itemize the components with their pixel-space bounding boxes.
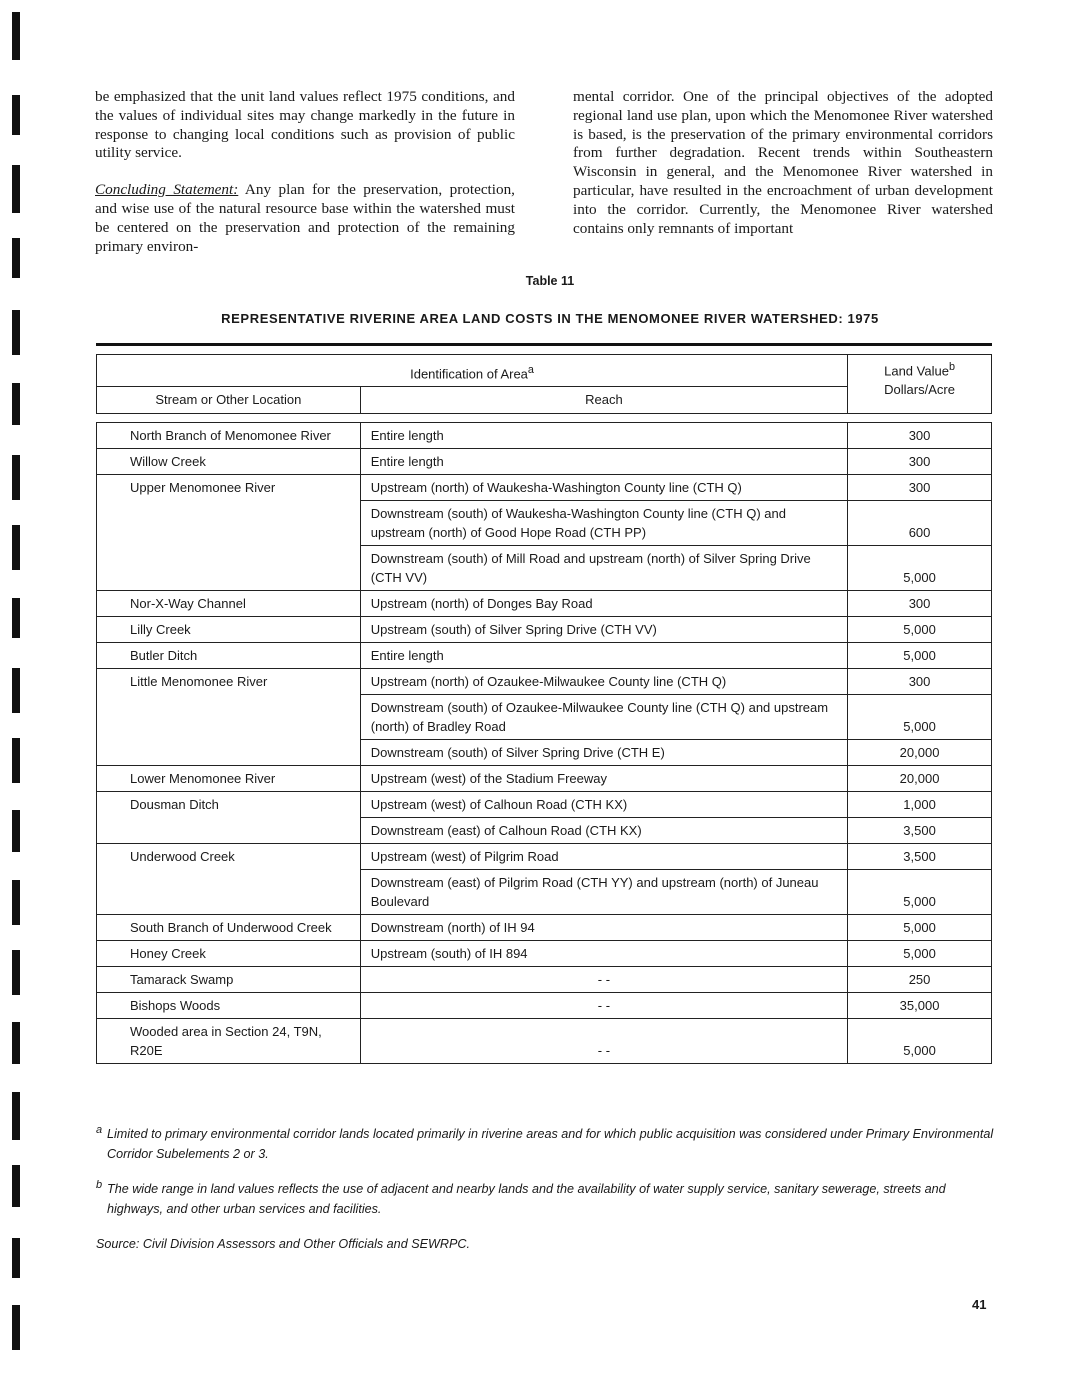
table-row [97,591,992,617]
reach-cell: Upstream (south) of Silver Spring Drive (CTH VV) [360,617,847,643]
table-label: Table 11 [525,274,575,288]
registration-mark [12,238,20,278]
land-value-cell: 1,000 [848,792,992,818]
registration-mark [12,1305,20,1350]
reach-cell: Downstream (east) of Calhoun Road (CTH KX) [360,818,847,844]
reach-header: Reach [360,387,847,414]
registration-mark [12,95,20,135]
registration-mark [12,525,20,570]
header-spacer [97,414,992,423]
land-value-cell: 5,000 [848,617,992,643]
reach-cell: Downstream (south) of Waukesha-Washington County line (CTH Q) and upstream (north) of Good Hope Road (CTH PP) [360,501,847,546]
land-value-header [848,355,992,414]
concluding-statement-paragraph [95,181,515,256]
location-cell: Lilly Creek [97,617,361,643]
scan-registration-marks [12,0,22,1380]
table-row [97,1019,992,1064]
table-row [97,766,992,792]
registration-mark [12,1238,20,1278]
body-paragraph: be emphasized that the unit land values reflect 1975 conditions, and the values of individual sites may change markedly in the future in response to changing local conditions such as provision of public utility service. [95,88,515,162]
footnote-ref-a: a [527,364,534,376]
land-value-cell: 20,000 [848,766,992,792]
land-value-cell: 300 [848,423,992,449]
table-row [97,941,992,967]
table-row [97,423,992,449]
registration-mark [12,455,20,500]
land-value-label: Land Value [884,363,949,379]
land-value-cell: 20,000 [848,740,992,766]
table-title-rule [96,343,992,346]
reach-cell: Downstream (south) of Mill Road and upstream (north) of Silver Spring Drive (CTH VV) [360,546,847,591]
table-title: REPRESENTATIVE RIVERINE AREA LAND COSTS IN THE MENOMONEE RIVER WATERSHED: 1975 [221,311,879,326]
table-header-row [97,355,992,387]
table-row [97,449,992,475]
table-row [97,475,992,501]
registration-mark [12,1092,20,1140]
reach-cell: Upstream (west) of the Stadium Freeway [360,766,847,792]
reach-cell: Upstream (north) of Ozaukee-Milwaukee County line (CTH Q) [360,669,847,695]
land-value-cell: 5,000 [848,870,992,915]
body-paragraph: mental corridor. One of the principal objectives of the adopted regional land use plan, upon which the Menomonee River watershed is based, is the preservation of the primary environmental corridors from further degradation. Recent trends within Southeastern Wisconsin in general, and the Menomonee River watershed in particular, have resulted in the encroachment of urban development into the corridor. Currently, the Menomonee River watershed contains only remnants of important [573,88,993,237]
location-cell: Lower Menomonee River [97,766,361,792]
concluding-statement-text: Any plan for the preservation, protection, and wise use of the natural resource base within the watershed must be centered on the preservation and protection of the remaining primary environ- [95,181,515,255]
reach-cell: Upstream (south) of IH 894 [360,941,847,967]
footnote-b [96,1179,996,1219]
table-row [97,967,992,993]
reach-cell: Upstream (north) of Waukesha-Washington County line (CTH Q) [360,475,847,501]
footnote-a-mark: a [96,1124,103,1136]
footnotes [96,1124,996,1254]
land-value-cell: 5,000 [848,643,992,669]
land-value-cell: 5,000 [848,546,992,591]
land-value-cell: 250 [848,967,992,993]
page-number: 41 [972,1297,987,1312]
footnote-ref-b: b [948,361,955,373]
location-cell: Bishops Woods [97,993,361,1019]
land-value-cell: 300 [848,591,992,617]
land-value-cell: 300 [848,449,992,475]
reach-cell: Downstream (east) of Pilgrim Road (CTH YY) and upstream (north) of Juneau Boulevard [360,870,847,915]
location-cell: Butler Ditch [97,643,361,669]
reach-cell: Entire length [360,423,847,449]
registration-mark [12,12,20,60]
location-cell: South Branch of Underwood Creek [97,915,361,941]
location-cell: Honey Creek [97,941,361,967]
land-value-cell: 5,000 [848,1019,992,1064]
location-cell: Nor-X-Way Channel [97,591,361,617]
source-note: Source: Civil Division Assessors and Other Officials and SEWRPC. [96,1237,470,1251]
location-cell: Upper Menomonee River [97,475,361,591]
reach-cell: Downstream (south) of Ozaukee-Milwaukee County line (CTH Q) and upstream (north) of Bradley Road [360,695,847,740]
reach-cell: Upstream (west) of Pilgrim Road [360,844,847,870]
land-value-cell: 300 [848,475,992,501]
table-body [97,355,992,1064]
land-value-cell: 35,000 [848,993,992,1019]
left-text-column [95,88,515,256]
reach-cell: Downstream (south) of Silver Spring Drive (CTH E) [360,740,847,766]
land-value-cell: 3,500 [848,818,992,844]
location-cell: Wooded area in Section 24, T9N, R20E [97,1019,361,1064]
land-value-cell: 5,000 [848,915,992,941]
registration-mark [12,738,20,783]
registration-mark [12,383,20,425]
registration-mark [12,165,20,213]
land-value-cell: 5,000 [848,941,992,967]
reach-cell: Upstream (north) of Donges Bay Road [360,591,847,617]
registration-mark [12,880,20,925]
header-spacer-cell [97,414,992,423]
reach-cell: Upstream (west) of Calhoun Road (CTH KX) [360,792,847,818]
registration-mark [12,1165,20,1207]
land-value-cell: 600 [848,501,992,546]
table-row [97,643,992,669]
registration-mark [12,598,20,638]
registration-mark [12,950,20,995]
land-value-cell: 3,500 [848,844,992,870]
table-row [97,617,992,643]
location-cell: Underwood Creek [97,844,361,915]
reach-cell: Entire length [360,449,847,475]
land-costs-table [96,354,992,1064]
footnote-b-mark: b [96,1179,103,1191]
footnote-b-text: The wide range in land values reflects the use of adjacent and nearby lands and the availability of water supply service, sanitary sewerage, streets and highways, and other urban services and facilities. [107,1182,946,1216]
land-value-unit: Dollars/Acre [884,382,955,398]
registration-mark [12,668,20,713]
table-row [97,669,992,695]
footnote-a-text: Limited to primary environmental corridor lands located primarily in riverine areas and for which public acquisition was considered under Primary Environmental Corridor Subelements 2 or 3. [107,1127,994,1161]
reach-cell: - - [360,993,847,1019]
footnote-a [96,1124,996,1164]
land-value-cell: 300 [848,669,992,695]
identification-group-label: Identification of Area [410,366,528,382]
right-text-column [573,88,993,238]
table-row [97,792,992,818]
table-row [97,915,992,941]
reach-cell: Entire length [360,643,847,669]
location-cell: Tamarack Swamp [97,967,361,993]
registration-mark [12,1022,20,1064]
reach-cell: - - [360,967,847,993]
location-cell: Little Menomonee River [97,669,361,766]
reach-cell: - - [360,1019,847,1064]
table-row [97,844,992,870]
location-cell: Willow Creek [97,449,361,475]
location-cell: North Branch of Menomonee River [97,423,361,449]
reach-cell: Downstream (north) of IH 94 [360,915,847,941]
table-row [97,993,992,1019]
stream-header: Stream or Other Location [97,387,361,414]
registration-mark [12,810,20,852]
location-cell: Dousman Ditch [97,792,361,844]
land-value-cell: 5,000 [848,695,992,740]
concluding-statement-lead: Concluding Statement: [95,181,239,199]
identification-group-header [97,355,848,387]
